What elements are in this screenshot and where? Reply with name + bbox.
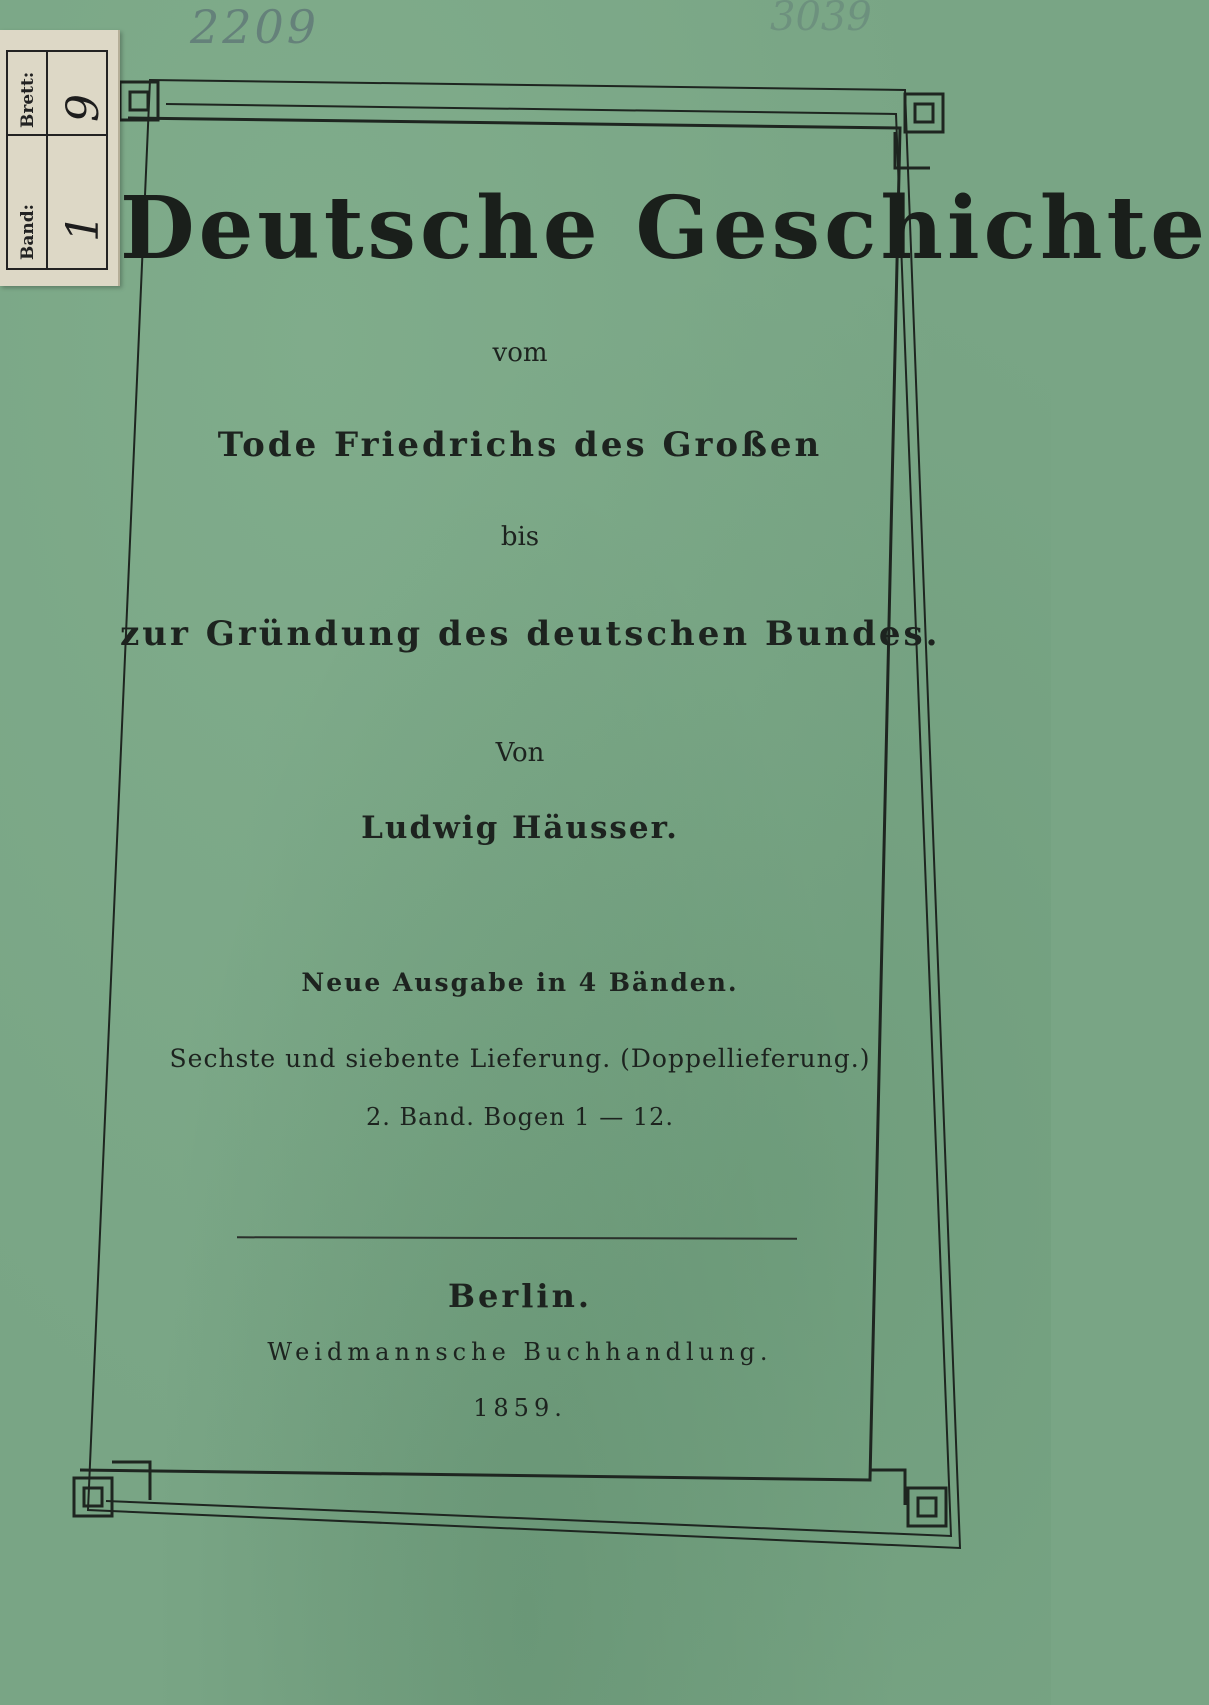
brett-value: 9 [58,94,109,122]
publication-city: Berlin. [448,1277,592,1315]
band-label: Band: [18,204,38,260]
word-bis: bis [500,522,540,552]
volume-note: 2. Band. Bogen 1 — 12. [366,1103,674,1131]
edition-note: Neue Ausgabe in 4 Bänden. [301,968,739,997]
subtitle-line-1: Tode Friedrichs des Großen [217,425,823,465]
word-von: Von [495,738,545,768]
publisher-name: Weidmannsche Buchhandlung. [267,1338,773,1366]
author-name: Ludwig Häusser. [361,810,679,846]
band-value: 1 [58,214,109,242]
brett-label: Brett: [18,71,38,128]
faded-inventory-number: 3039 [770,0,872,40]
subtitle-line-2: zur Gründung des deutschen Bundes. [120,614,941,654]
publication-year: 1859. [473,1394,567,1422]
library-shelf-label [0,30,120,286]
book-title: Deutsche Geschichte [120,178,1209,279]
shelf-label-box [6,50,108,270]
delivery-note: Sechste und siebente Lieferung. (Doppellieferung.) [169,1044,871,1073]
handwritten-inventory-number: 2209 [190,0,320,54]
word-vom: vom [492,338,548,368]
